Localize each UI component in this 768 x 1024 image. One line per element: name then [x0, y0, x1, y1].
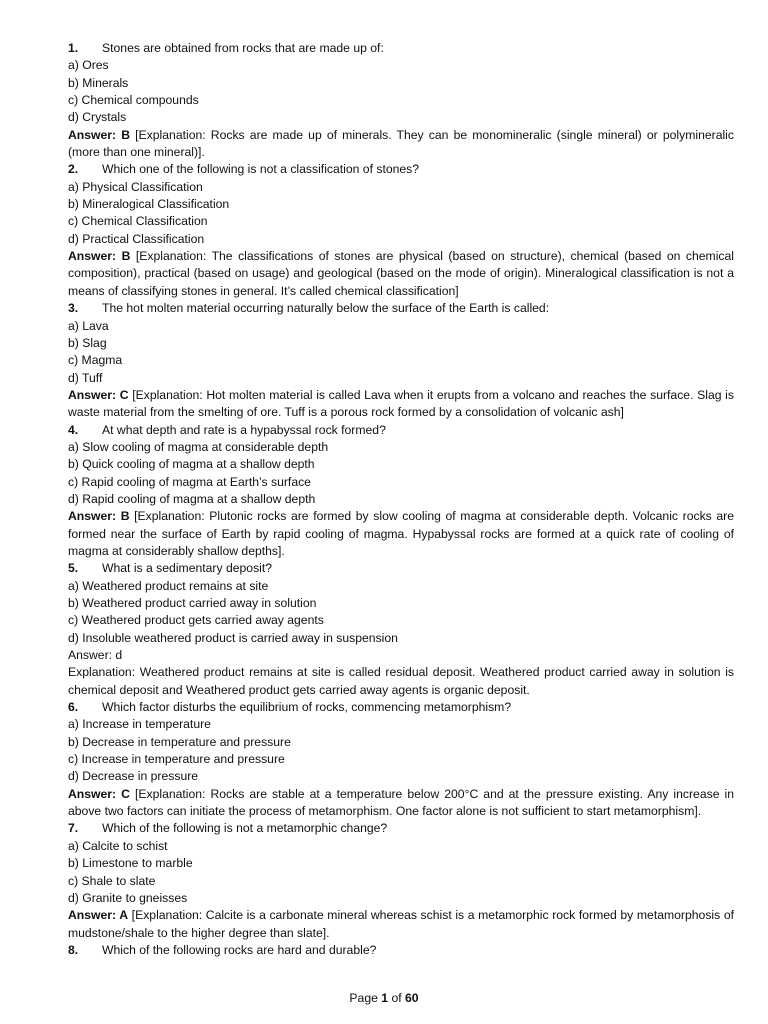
option-d: d) Tuff — [68, 370, 103, 385]
option-c: c) Shale to slate — [68, 873, 156, 888]
answer-block — [68, 907, 734, 942]
answer-block — [68, 786, 734, 821]
question-1 — [68, 40, 734, 57]
answer-label: Answer: B — [68, 249, 131, 264]
option-a: a) Physical Classification — [68, 179, 203, 194]
answer-explanation: [Explanation: Plutonic rocks are formed by slow cooling of magma at considerable depth. Volcanic rocks are formed near the surface of Earth by rapid cooling of magma. Hypabyssal rocks are formed at a quick rate of cooling of magma at considerably shallow depths]. — [68, 509, 734, 558]
question-number: 5. — [68, 561, 79, 576]
question-3 — [68, 300, 734, 317]
question-7 — [68, 820, 734, 837]
answer-label: Answer: C — [68, 786, 130, 801]
question-number: 4. — [68, 422, 79, 437]
question-4 — [68, 422, 734, 439]
answer-block — [68, 127, 734, 162]
answer-label: Answer: C — [68, 387, 129, 402]
answer-block — [68, 248, 734, 300]
option-b: b) Limestone to marble — [68, 856, 193, 871]
question-text: Which one of the following is not a classification of stones? — [102, 162, 420, 177]
option-d: d) Granite to gneisses — [68, 890, 188, 905]
option-a: a) Calcite to schist — [68, 838, 168, 853]
option-b: b) Quick cooling of magma at a shallow depth — [68, 457, 315, 472]
option-d: d) Crystals — [68, 110, 127, 125]
question-number: 8. — [68, 942, 79, 957]
option-b: b) Mineralogical Classification — [68, 197, 230, 212]
answer-plain: Answer: d — [68, 648, 123, 663]
option-a: a) Lava — [68, 318, 109, 333]
answer-label: Answer: B — [68, 127, 131, 142]
option-b: b) Slag — [68, 335, 107, 350]
question-text: What is a sedimentary deposit? — [102, 561, 273, 576]
question-number: 6. — [68, 700, 79, 715]
answer-explanation: [Explanation: Calcite is a carbonate mineral whereas schist is a metamorphic rock formed by metamorphosis of mudstone/shale to the higher degree than slate]. — [68, 908, 734, 940]
answer-explanation: [Explanation: Rocks are made up of minerals. They can be monomineralic (single mineral) or polymineralic (more than one mineral)]. — [68, 127, 734, 160]
question-text: Stones are obtained from rocks that are made up of: — [102, 41, 384, 55]
question-number: 2. — [68, 162, 79, 177]
question-number: 7. — [68, 821, 79, 836]
question-6 — [68, 699, 734, 716]
option-a: a) Increase in temperature — [68, 717, 211, 732]
option-b: b) Minerals — [68, 75, 129, 90]
answer-explanation: [Explanation: The classifications of stones are physical (based on structure), chemical (based on chemical composition), practical (based on usage) and geological (based on the mode of origin). Mineralogical classification is not a means of classifying stones in general. It’s called chemical classification] — [68, 249, 734, 298]
page-of: of — [388, 991, 405, 1005]
option-a: a) Slow cooling of magma at considerable depth — [68, 439, 329, 454]
question-5 — [68, 560, 734, 577]
option-d: d) Decrease in pressure — [68, 769, 199, 784]
answer-block — [68, 508, 734, 560]
question-2 — [68, 161, 734, 178]
answer-explanation: [Explanation: Rocks are stable at a temperature below 200°C and at the pressure existing. Any increase in above two factors can initiate the process of metamorphism. One factor alone is not sufficient to start metamorphism]. — [68, 786, 734, 819]
option-c: c) Magma — [68, 353, 123, 368]
answer-explanation: [Explanation: Hot molten material is called Lava when it erupts from a volcano and reaches the surface. Slag is waste material from the smelting of ore. Tuff is a porous rock formed by a consolidation of volcanic ash] — [68, 387, 734, 420]
answer-label: Answer: B — [68, 509, 130, 524]
option-c: c) Rapid cooling of magma at Earth’s surface — [68, 474, 311, 489]
option-d: d) Rapid cooling of magma at a shallow depth — [68, 491, 316, 506]
answer-block — [68, 387, 734, 422]
question-text: The hot molten material occurring naturally below the surface of the Earth is called: — [102, 301, 550, 316]
answer-explanation-plain: Explanation: Weathered product remains at site is called residual deposit. Weathered product carried away in solution is chemical deposit and Weathered product gets carried away agents is organic deposit. — [68, 665, 734, 697]
option-c: c) Chemical Classification — [68, 214, 208, 229]
question-text: Which of the following rocks are hard and durable? — [102, 942, 377, 957]
option-d: d) Practical Classification — [68, 231, 205, 246]
option-a: a) Ores — [68, 58, 109, 73]
question-number: 1. — [68, 41, 79, 55]
option-c: c) Chemical compounds — [68, 93, 199, 108]
question-text: Which of the following is not a metamorphic change? — [102, 821, 388, 836]
option-b: b) Weathered product carried away in solution — [68, 596, 317, 610]
question-8 — [68, 942, 734, 959]
option-c: c) Increase in temperature and pressure — [68, 752, 285, 767]
page-label: Page — [349, 991, 382, 1005]
current-page-number: 1 — [381, 991, 389, 1005]
option-b: b) Decrease in temperature and pressure — [68, 734, 291, 749]
option-a: a) Weathered product remains at site — [68, 578, 269, 593]
option-c: c) Weathered product gets carried away agents — [68, 613, 324, 628]
total-pages: 60 — [405, 991, 419, 1005]
question-number: 3. — [68, 301, 79, 316]
page-footer — [0, 990, 768, 1007]
answer-label: Answer: A — [68, 908, 129, 923]
question-text: At what depth and rate is a hypabyssal rock formed? — [102, 422, 386, 437]
question-text: Which factor disturbs the equilibrium of rocks, commencing metamorphism? — [102, 700, 512, 715]
option-d: d) Insoluble weathered product is carried away in suspension — [68, 630, 398, 645]
